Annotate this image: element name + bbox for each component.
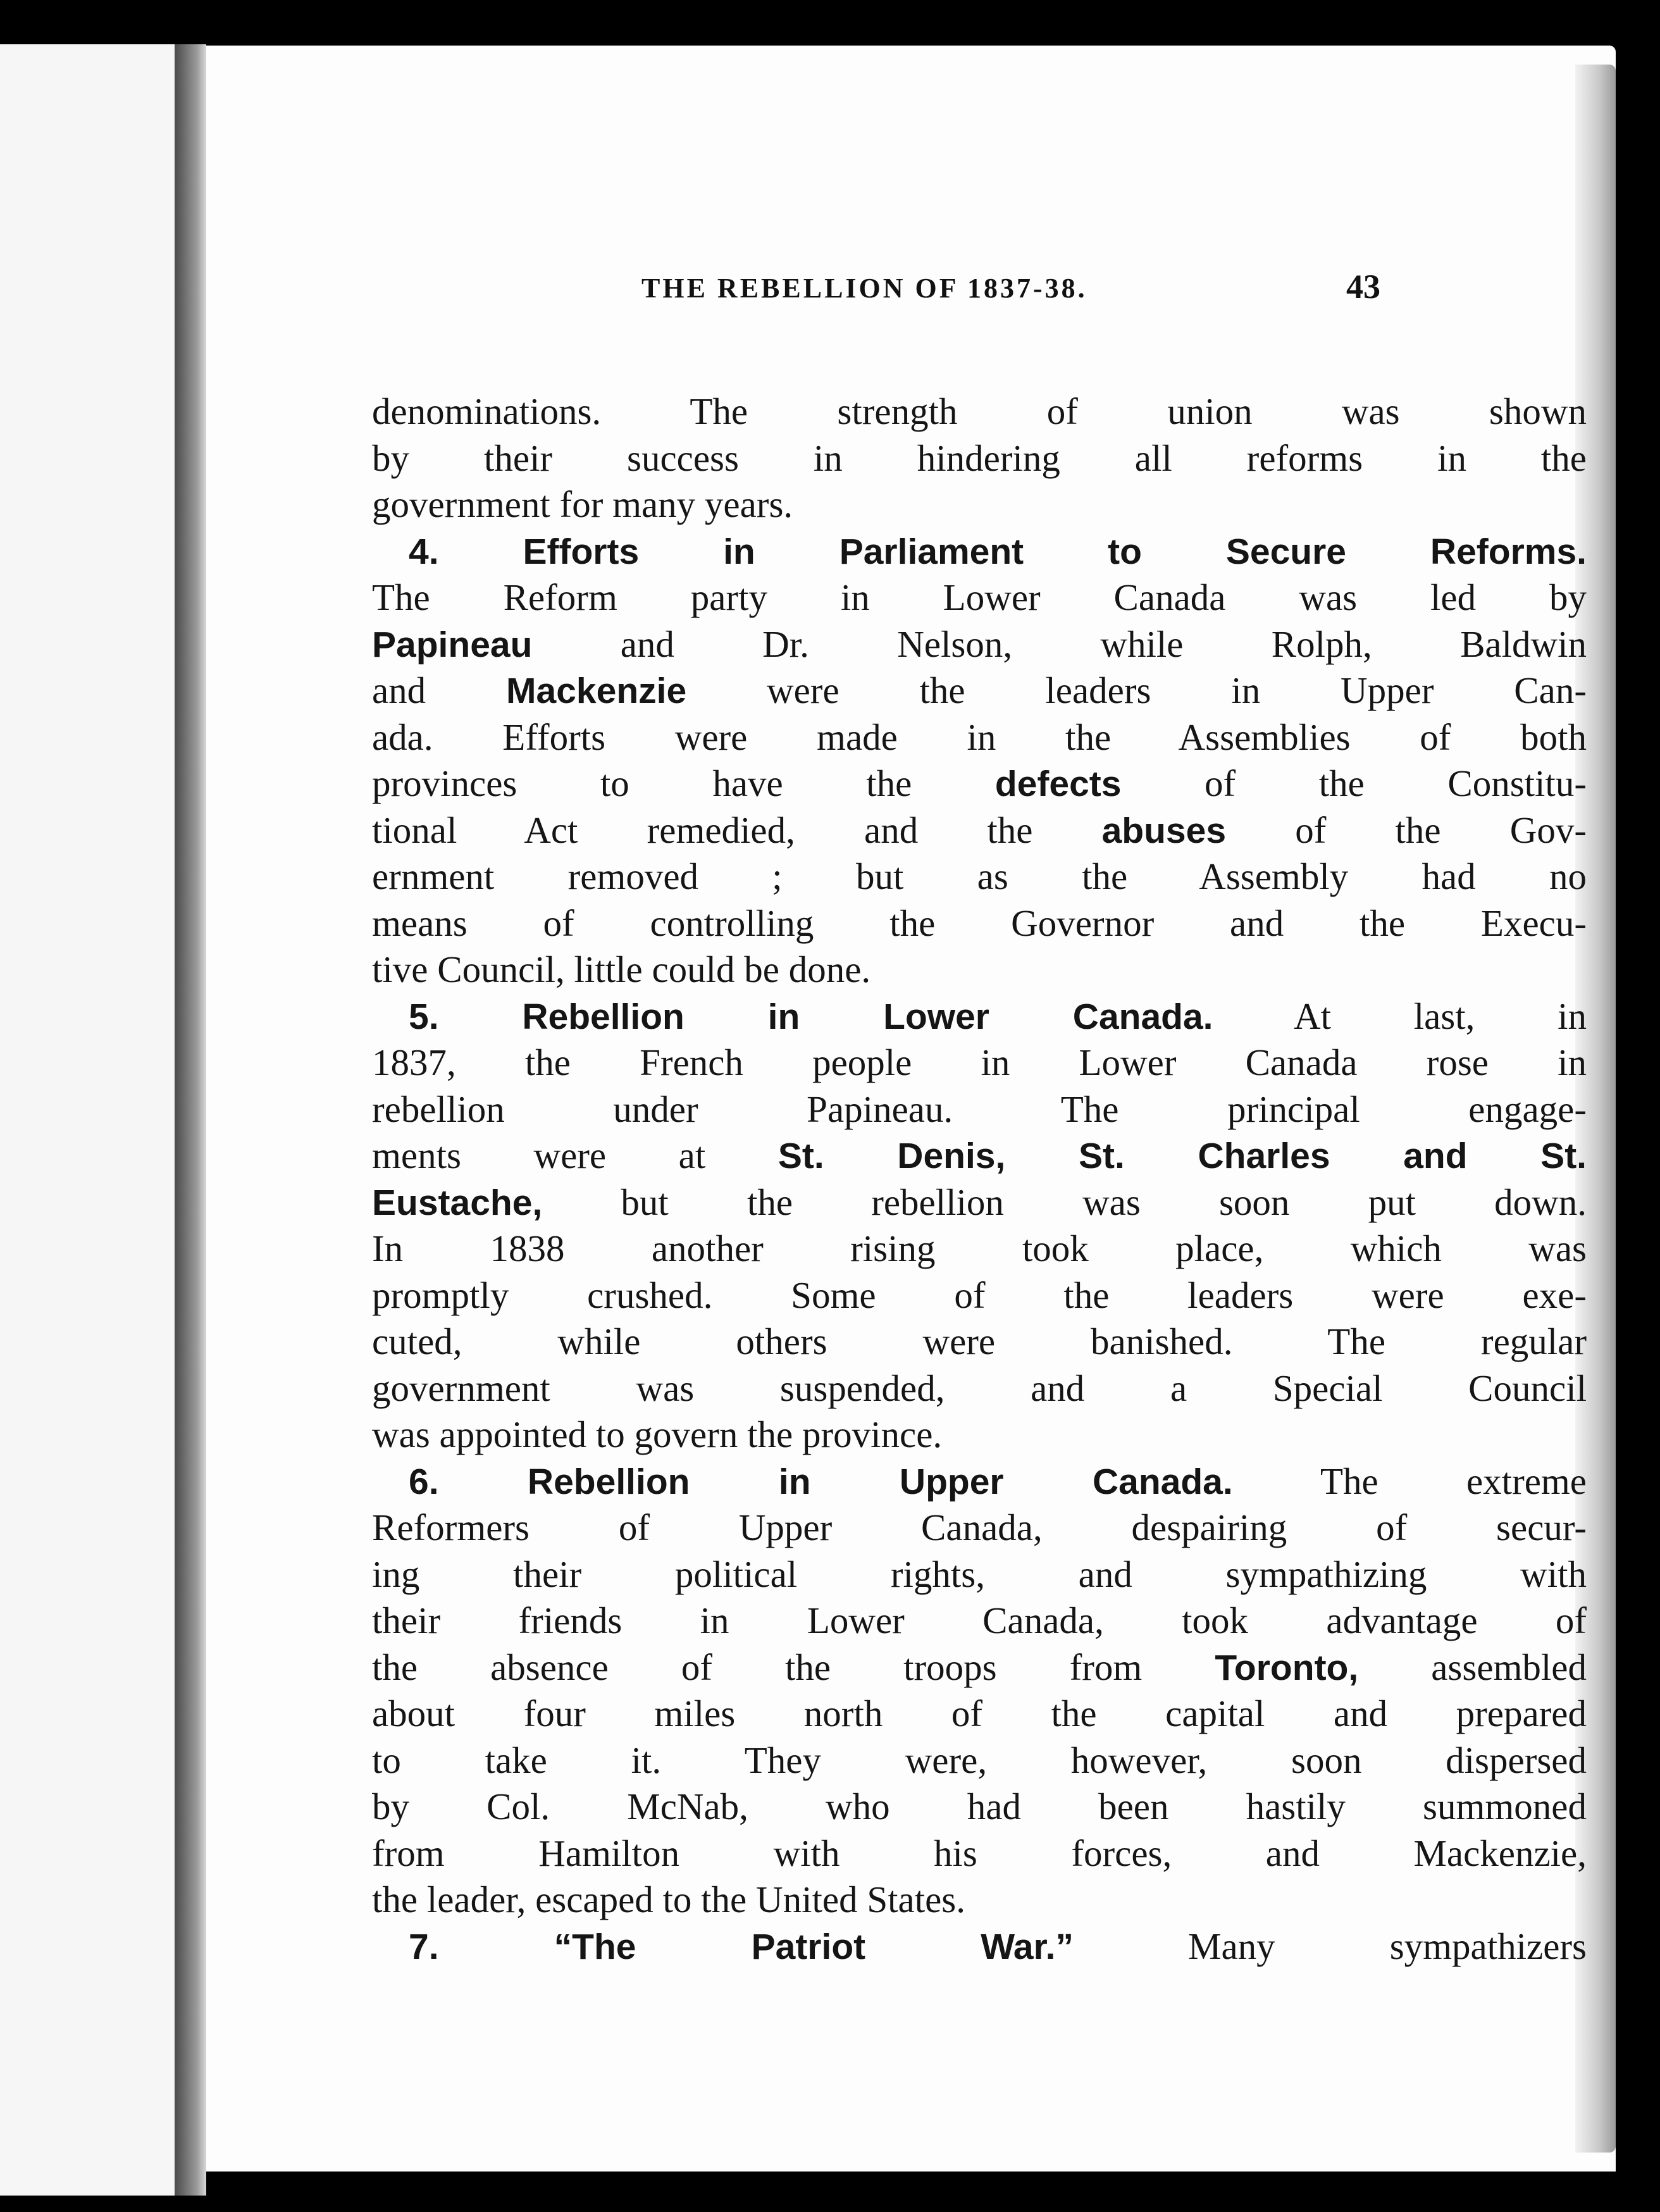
body-text-run: means of controlling the Governor and the Execu-: [372, 902, 1587, 944]
text-line: [372, 388, 1587, 435]
text-line: [372, 1319, 1587, 1365]
body-text-run: of the Constitu-: [1121, 762, 1587, 804]
body-text-run: by their success in hindering all reforms in the: [372, 437, 1587, 479]
text-line: [372, 761, 1587, 807]
body-text-run: government for many years.: [372, 483, 793, 525]
body-text-run: the leader, escaped to the United States.: [372, 1879, 966, 1920]
body-text-run: ments were at: [372, 1134, 778, 1176]
book-page: [206, 46, 1616, 2172]
page-number: 43: [1346, 268, 1380, 306]
text-line: [372, 528, 1587, 575]
bold-heading-text: 4. Efforts in Parliament to Secure Reforms.: [409, 531, 1587, 572]
text-line: [372, 714, 1587, 761]
book-gutter: [175, 44, 206, 2196]
bold-heading-text: Eustache,: [372, 1182, 543, 1223]
bold-heading-text: 5. Rebellion in Lower Canada.: [409, 996, 1213, 1037]
body-text-run: ada. Efforts were made in the Assemblies of both: [372, 716, 1587, 758]
running-head-title: THE REBELLION OF 1837-38.: [641, 273, 1087, 304]
text-line: [372, 1133, 1587, 1179]
facing-page-edge: [0, 44, 183, 2196]
body-text-run: assembled: [1358, 1646, 1587, 1688]
text-line: [372, 1505, 1587, 1551]
bold-heading-text: St. Denis, St. Charles and St.: [777, 1136, 1587, 1176]
bold-heading-text: 6. Rebellion in Upper Canada.: [409, 1461, 1233, 1502]
body-text-run: and: [372, 669, 507, 711]
body-text-run: Reformers of Upper Canada, despairing of secur-: [372, 1507, 1587, 1548]
text-line: [372, 575, 1587, 621]
body-text-run: Many sympathizers: [1074, 1925, 1587, 1967]
body-text-run: The Reform party in Lower Canada was led by: [372, 576, 1587, 618]
text-line: [372, 900, 1587, 947]
body-text-run: cuted, while others were banished. The regular: [372, 1320, 1587, 1362]
text-line: [372, 854, 1587, 900]
body-text-run: In 1838 another rising took place, which was: [372, 1227, 1587, 1269]
text-line: [372, 993, 1587, 1040]
text-line: [372, 1551, 1587, 1598]
bold-heading-text: Papineau: [372, 624, 533, 665]
bold-heading-text: Toronto,: [1215, 1647, 1359, 1688]
body-text: [372, 388, 1587, 1970]
body-text-run: tional Act remedied, and the: [372, 809, 1102, 851]
text-line: [372, 668, 1587, 714]
text-line: [372, 807, 1587, 854]
body-text-run: government was suspended, and a Special Council: [372, 1367, 1587, 1409]
text-line: [372, 1737, 1587, 1784]
text-line: [372, 1830, 1587, 1877]
text-line: [372, 1784, 1587, 1830]
body-text-run: tive Council, little could be done.: [372, 948, 871, 990]
body-text-run: about four miles north of the capital and prepared: [372, 1693, 1587, 1734]
body-text-run: provinces to have the: [372, 762, 995, 804]
bold-heading-text: 7. “The Patriot War.”: [409, 1926, 1074, 1967]
text-line: [372, 1598, 1587, 1644]
body-text-run: denominations. The strength of union was shown: [372, 390, 1587, 432]
body-text-run: but the rebellion was soon put down.: [542, 1181, 1587, 1223]
body-text-run: by Col. McNab, who had been hastily summoned: [372, 1786, 1587, 1827]
text-line: [372, 1040, 1587, 1086]
body-text-run: to take it. They were, however, soon dispersed: [372, 1739, 1587, 1781]
text-line: [372, 1086, 1587, 1133]
text-line: [372, 1923, 1587, 1970]
running-head: [206, 262, 1616, 325]
body-text-run: and Dr. Nelson, while Rolph, Baldwin: [532, 623, 1587, 665]
body-text-run: was appointed to govern the province.: [372, 1414, 943, 1455]
body-text-run: rebellion under Papineau. The principal engage-: [372, 1088, 1587, 1130]
body-text-run: their friends in Lower Canada, took advantage of: [372, 1600, 1587, 1641]
text-line: [372, 1226, 1587, 1272]
text-line: [372, 1179, 1587, 1226]
bold-heading-text: Mackenzie: [506, 671, 687, 711]
text-line: [372, 1272, 1587, 1319]
text-line: [372, 435, 1587, 482]
body-text-run: At last, in: [1213, 995, 1587, 1037]
body-text-run: ernment removed ; but as the Assembly had no: [372, 855, 1587, 897]
text-line: [372, 621, 1587, 668]
body-text-run: were the leaders in Upper Can-: [686, 669, 1587, 711]
body-text-run: of the Gov-: [1226, 809, 1587, 851]
text-line: [372, 1365, 1587, 1412]
text-line: [372, 1458, 1587, 1505]
body-text-run: The extreme: [1232, 1460, 1587, 1502]
text-line: [372, 947, 1587, 993]
text-line: [372, 1691, 1587, 1737]
text-line: [372, 1644, 1587, 1691]
body-text-run: ing their political rights, and sympathizing with: [372, 1553, 1587, 1595]
bold-heading-text: abuses: [1101, 810, 1227, 851]
body-text-run: the absence of the troops from: [372, 1646, 1215, 1688]
body-text-run: 1837, the French people in Lower Canada rose in: [372, 1041, 1587, 1083]
text-line: [372, 1877, 1587, 1923]
body-text-run: from Hamilton with his forces, and Mackenzie,: [372, 1832, 1587, 1874]
body-text-run: promptly crushed. Some of the leaders were exe-: [372, 1274, 1587, 1316]
text-line: [372, 482, 1587, 528]
text-line: [372, 1412, 1587, 1458]
bold-heading-text: defects: [994, 764, 1122, 804]
